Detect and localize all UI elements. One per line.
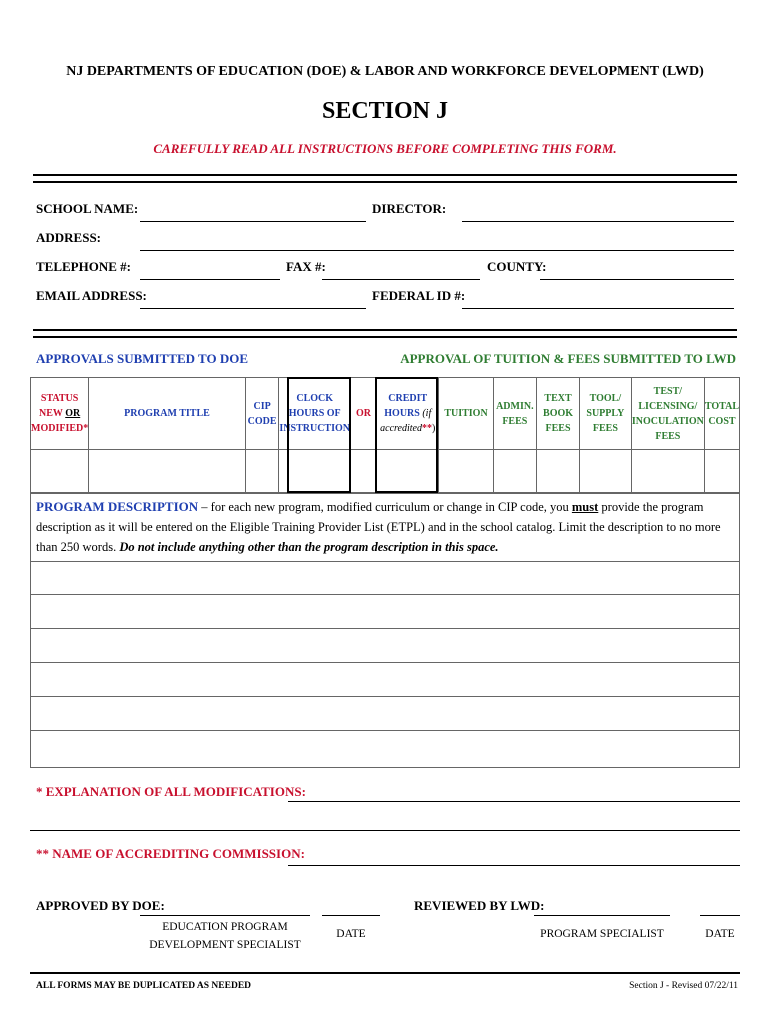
edu-specialist-caption: EDUCATION PROGRAM DEVELOPMENT SPECIALIST <box>149 921 301 951</box>
approvals-doe-heading: APPROVALS SUBMITTED TO DOE <box>36 351 249 366</box>
description-line-4[interactable] <box>30 663 740 697</box>
explanation-label: * EXPLANATION OF ALL MODIFICATIONS: <box>36 784 306 799</box>
school-name-field[interactable] <box>140 221 366 222</box>
approvals-lwd-heading: APPROVAL OF TUITION & FEES SUBMITTED TO LWD <box>400 351 736 366</box>
total-cost-header: TOTAL COST <box>704 378 739 450</box>
address-label: ADDRESS: <box>36 230 102 245</box>
description-line-3[interactable] <box>30 629 740 663</box>
address-field[interactable] <box>140 250 734 251</box>
county-field[interactable] <box>540 279 734 280</box>
or-cell <box>350 450 376 493</box>
telephone-field[interactable] <box>140 279 280 280</box>
status-header: STATUS NEW OR MODIFIED* <box>31 378 89 450</box>
telephone-label: TELEPHONE #: <box>36 259 131 274</box>
textbook-fees-header: TEXT BOOK FEES <box>537 378 580 450</box>
footer-left: ALL FORMS MAY BE DUPLICATED AS NEEDED <box>36 981 252 991</box>
test-licensing-fees-header: TEST/ LICENSING/ INOCULATION FEES <box>631 378 704 450</box>
lwd-date-caption: DATE <box>705 928 735 940</box>
school-name-label: SCHOOL NAME: <box>36 201 139 216</box>
description-text: PROGRAM DESCRIPTION – for each new program, modified curriculum or change in CIP code, you must provide the program description as it will be entered on the Eligible Training Provider List (ETPL) and in the school catalog. Limit the description to no more than 250 words. Do not include anything other than the program description in this space. <box>36 499 721 554</box>
approved-by-label: APPROVED BY DOE: <box>36 898 165 913</box>
credit-hours-highlight <box>375 377 438 493</box>
federal-id-field[interactable] <box>462 308 734 309</box>
footer-right: Section J - Revised 07/22/11 <box>629 981 738 991</box>
textbook-fees-cell[interactable] <box>537 450 580 493</box>
divider-top <box>33 174 737 183</box>
tuition-header: TUITION <box>439 378 493 450</box>
program-title-header: PROGRAM TITLE <box>89 378 246 450</box>
director-label: DIRECTOR: <box>372 201 447 216</box>
federal-id-label: FEDERAL ID #: <box>372 288 466 303</box>
clock-hours-header: CLOCK HOURS OF INSTRUCTION <box>279 378 351 450</box>
cip-code-cell[interactable] <box>245 450 279 493</box>
admin-fees-header: ADMIN. FEES <box>493 378 537 450</box>
tuition-cell[interactable] <box>439 450 493 493</box>
or-header: OR <box>350 378 376 450</box>
description-line-2[interactable] <box>30 595 740 629</box>
total-cost-cell[interactable] <box>704 450 739 493</box>
footer-divider <box>30 972 740 974</box>
fax-label: FAX #: <box>286 259 326 274</box>
doe-signature-field[interactable] <box>140 915 310 916</box>
lwd-date-field[interactable] <box>700 915 740 916</box>
status-cell[interactable] <box>31 450 89 493</box>
program-specialist-caption: PROGRAM SPECIALIST <box>540 928 664 940</box>
description-line-1[interactable] <box>30 561 740 595</box>
description-line-5[interactable] <box>30 697 740 731</box>
email-field[interactable] <box>140 308 366 309</box>
email-label: EMAIL ADDRESS: <box>36 288 147 303</box>
county-label: COUNTY: <box>487 259 547 274</box>
tool-supply-fees-header: TOOL/ SUPPLY FEES <box>579 378 631 450</box>
accrediting-field[interactable] <box>288 865 740 866</box>
clock-hours-highlight <box>287 377 351 493</box>
instruction-text: CAREFULLY READ ALL INSTRUCTIONS BEFORE COMPLETING THIS FORM. <box>153 141 617 156</box>
divider-middle <box>33 329 737 338</box>
credit-hours-header: CREDIT HOURS (if accredited**) <box>377 378 439 450</box>
test-licensing-fees-cell[interactable] <box>631 450 704 493</box>
section-title: SECTION J <box>321 98 449 124</box>
explanation-field[interactable] <box>288 801 740 802</box>
agency-title: NJ DEPARTMENTS OF EDUCATION (DOE) & LABOR AND WORKFORCE DEVELOPMENT (LWD) <box>66 64 704 79</box>
director-field[interactable] <box>462 221 734 222</box>
doe-date-caption: DATE <box>336 928 366 940</box>
reviewed-by-label: REVIEWED BY LWD: <box>414 898 545 913</box>
doe-date-field[interactable] <box>322 915 380 916</box>
cip-code-header: CIP CODE <box>245 378 279 450</box>
lwd-signature-field[interactable] <box>534 915 670 916</box>
tool-supply-fees-cell[interactable] <box>579 450 631 493</box>
program-title-cell[interactable] <box>89 450 246 493</box>
fax-field[interactable] <box>322 279 480 280</box>
admin-fees-cell[interactable] <box>493 450 537 493</box>
accrediting-label: ** NAME OF ACCREDITING COMMISSION: <box>36 846 305 861</box>
explanation-field-2[interactable] <box>30 830 740 831</box>
